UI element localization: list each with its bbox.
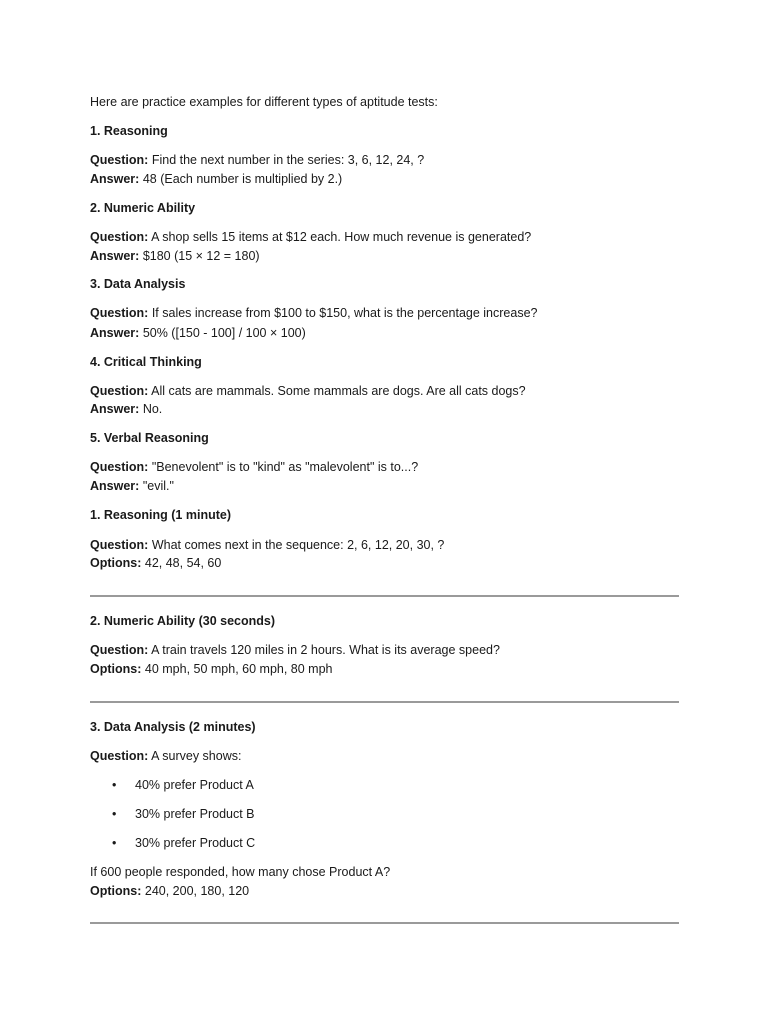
section-heading: 3. Data Analysis (2 minutes) xyxy=(90,720,256,734)
question-label: Question: xyxy=(90,384,149,398)
list-item-text: 30% prefer Product C xyxy=(135,836,256,850)
options-text: 240, 200, 180, 120 xyxy=(144,884,250,898)
horizontal-rule xyxy=(90,595,679,597)
question-text: A shop sells 15 items at $12 each. How much revenue is generated? xyxy=(151,230,532,244)
options-label: Options: xyxy=(90,884,142,898)
horizontal-rule xyxy=(90,701,679,703)
section-heading: 2. Numeric Ability (30 seconds) xyxy=(90,614,276,628)
horizontal-rule xyxy=(90,922,679,924)
intro-text: Here are practice examples for different types of aptitude tests: xyxy=(90,95,438,109)
question-label: Question: xyxy=(90,306,149,320)
answer-text: 50% ([150 - 100] / 100 × 100) xyxy=(142,326,306,340)
list-item-text: 40% prefer Product A xyxy=(135,778,254,792)
answer-text: $180 (15 × 12 = 180) xyxy=(142,249,260,263)
question-label: Question: xyxy=(90,230,149,244)
section-heading: 2. Numeric Ability xyxy=(90,201,196,215)
answer-label: Answer: xyxy=(90,249,140,263)
answer-text: "evil." xyxy=(142,479,174,493)
question-label: Question: xyxy=(90,643,149,657)
answer-line xyxy=(90,325,306,341)
answer-line xyxy=(90,478,174,494)
question-text: All cats are mammals. Some mammals are dogs. Are all cats dogs? xyxy=(151,384,526,398)
answer-text: No. xyxy=(142,402,163,416)
question-text: A survey shows: xyxy=(151,749,242,763)
question-line xyxy=(90,383,526,399)
options-line xyxy=(90,555,221,571)
question-label: Question: xyxy=(90,153,149,167)
question-text: "Benevolent" is to "kind" as "malevolent" is to...? xyxy=(151,460,419,474)
answer-line xyxy=(90,171,342,187)
bullet-icon: • xyxy=(112,778,117,792)
bullet-icon: • xyxy=(112,836,117,850)
section-heading: 4. Critical Thinking xyxy=(90,355,202,369)
options-line xyxy=(90,661,333,677)
options-line xyxy=(90,883,249,899)
answer-text: 48 (Each number is multiplied by 2.) xyxy=(142,172,343,186)
question-line xyxy=(90,537,444,553)
question-line xyxy=(90,642,500,658)
options-text: 40 mph, 50 mph, 60 mph, 80 mph xyxy=(144,662,333,676)
question-line xyxy=(90,152,424,168)
question-text: What comes next in the sequence: 2, 6, 12, 20, 30, ? xyxy=(151,538,445,552)
answer-line xyxy=(90,248,260,264)
section-heading: 3. Data Analysis xyxy=(90,277,186,291)
question-label: Question: xyxy=(90,749,149,763)
answer-label: Answer: xyxy=(90,479,140,493)
section-heading: 1. Reasoning (1 minute) xyxy=(90,508,231,522)
bullet-icon: • xyxy=(112,807,117,821)
followup-question: If 600 people responded, how many chose Product A? xyxy=(90,865,391,879)
question-label: Question: xyxy=(90,538,149,552)
answer-label: Answer: xyxy=(90,326,140,340)
answer-line xyxy=(90,401,162,417)
options-label: Options: xyxy=(90,662,142,676)
question-text: If sales increase from $100 to $150, what is the percentage increase? xyxy=(151,306,538,320)
question-line xyxy=(90,748,241,764)
answer-label: Answer: xyxy=(90,402,140,416)
section-heading: 5. Verbal Reasoning xyxy=(90,431,209,445)
list-item-text: 30% prefer Product B xyxy=(135,807,255,821)
question-line xyxy=(90,459,418,475)
options-label: Options: xyxy=(90,556,142,570)
answer-label: Answer: xyxy=(90,172,140,186)
options-text: 42, 48, 54, 60 xyxy=(144,556,222,570)
question-text: Find the next number in the series: 3, 6, 12, 24, ? xyxy=(151,153,425,167)
question-line xyxy=(90,305,537,321)
question-text: A train travels 120 miles in 2 hours. What is its average speed? xyxy=(151,643,500,657)
section-heading: 1. Reasoning xyxy=(90,124,168,138)
question-label: Question: xyxy=(90,460,149,474)
question-line xyxy=(90,229,531,245)
